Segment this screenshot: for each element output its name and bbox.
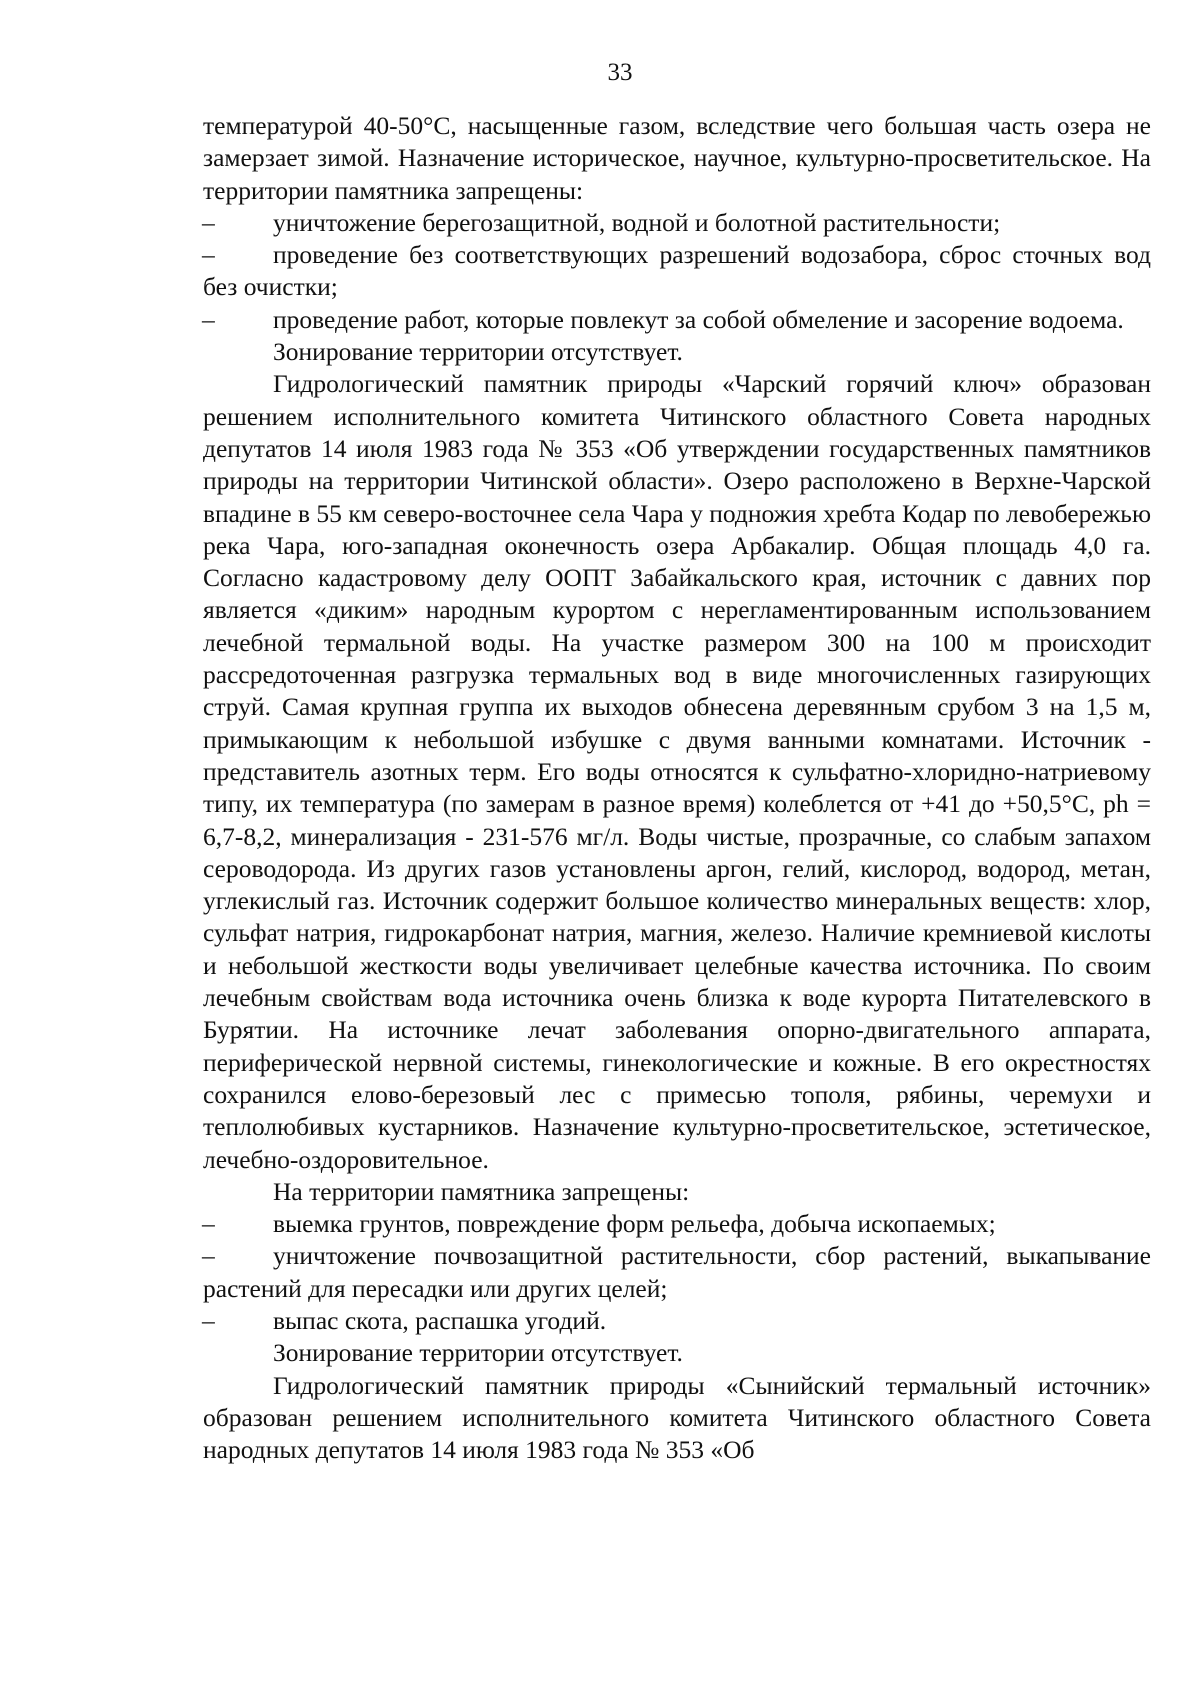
dash-marker: – bbox=[202, 207, 215, 237]
list-item bbox=[203, 207, 1151, 239]
list-item bbox=[203, 1240, 1151, 1305]
paragraph: Гидрологический памятник природы «Сынийский термальный источник» образован решением исполнительного комитета Читинского областного Совета народных депутатов 14 июля 1983 года № 353 «Об bbox=[203, 1370, 1151, 1465]
dash-marker: – bbox=[202, 1241, 215, 1271]
list-item bbox=[203, 304, 1151, 336]
paragraph-continuation: температурой 40-50°С, насыщенные газом, вследствие чего большая часть озера не замерзает зимой. Назначение историческое, научное, культурно-просветительское. На территории памятника запрещены: bbox=[203, 111, 1151, 205]
dash-marker: – bbox=[202, 304, 215, 334]
paragraph: Зонирование территории отсутствует. bbox=[273, 337, 683, 367]
list-item-text: проведение без соответствующих разрешений водозабора, сброс сточных вод без очистки; bbox=[203, 240, 1151, 302]
list-item bbox=[203, 1208, 1151, 1240]
page-number: 33 bbox=[607, 59, 633, 86]
paragraph: На территории памятника запрещены: bbox=[273, 1176, 690, 1206]
paragraph: Зонирование территории отсутствует. bbox=[273, 1338, 683, 1368]
list-item-text: проведение работ, которые повлекут за собой обмеление и засорение водоема. bbox=[273, 304, 1124, 334]
list-item bbox=[203, 1305, 1151, 1337]
dash-marker: – bbox=[202, 1209, 215, 1239]
dash-marker: – bbox=[202, 1305, 215, 1335]
paragraph: Гидрологический памятник природы «Чарский горячий ключ» образован решением исполнительного комитета Читинского областного Совета народных депутатов 14 июля 1983 года № 353 «Об утверждении государственных памятников природы на территории Читинской области». Озеро расположено в Верхне-Чарской впадине в 55 км северо-восточнее села Чара у подножия хребта Кодар по левобережью река Чара, юго-западная оконечность озера Арбакалир. Общая площадь 4,0 га. Согласно кадастровому делу ООПТ Забайкальского края, источник с давних пор является «диким» народным курортом с нерегламентированным использованием лечебной термальной воды. На участке размером 300 на 100 м происходит рассредоточенная разгрузка термальных вод в виде многочисленных газирующих струй. Самая крупная группа их выходов обнесена деревянным срубом 3 на 1,5 м, примыкающим к небольшой избушке с двумя ванными комнатами. Источник - представитель азотных терм. Его воды относятся к сульфатно-хлоридно-натриевому типу, их температура (по замерам в разное время) колеблется от +41 до +50,5°С, ph = 6,7-8,2, минерализация - 231-576 мг/л. Воды чистые, прозрачные, со слабым запахом сероводорода. Из других газов установлены аргон, гелий, кислород, водород, метан, углекислый газ. Источник содержит большое количество минеральных веществ: хлор, сульфат натрия, гидрокарбонат натрия, магния, железо. Наличие кремниевой кислоты и небольшой жесткости воды увеличивает целебные качества источника. По своим лечебным свойствам вода источника очень близка к воде курорта Питателевского в Бурятии. На источнике лечат заболевания опорно-двигательного аппарата, периферической нервной системы, гинекологические и кожные. В его окрестностях сохранился елово-березовый лес с примесью тополя, рябины, черемухи и теплолюбивых кустарников. Назначение культурно-просветительское, эстетическое, лечебно-оздоровительное. bbox=[203, 369, 1151, 1174]
document-body bbox=[203, 110, 1151, 1466]
list-item-text: уничтожение почвозащитной растительности, сбор растений, выкапывание растений для пересадки или других целей; bbox=[203, 1241, 1151, 1303]
dash-marker: – bbox=[202, 240, 215, 270]
list-item bbox=[203, 239, 1151, 304]
list-item-text: выемка грунтов, повреждение форм рельефа, добыча ископаемых; bbox=[273, 1209, 996, 1239]
list-item-text: уничтожение берегозащитной, водной и болотной растительности; bbox=[273, 207, 1001, 237]
list-item-text: выпас скота, распашка угодий. bbox=[273, 1305, 607, 1335]
